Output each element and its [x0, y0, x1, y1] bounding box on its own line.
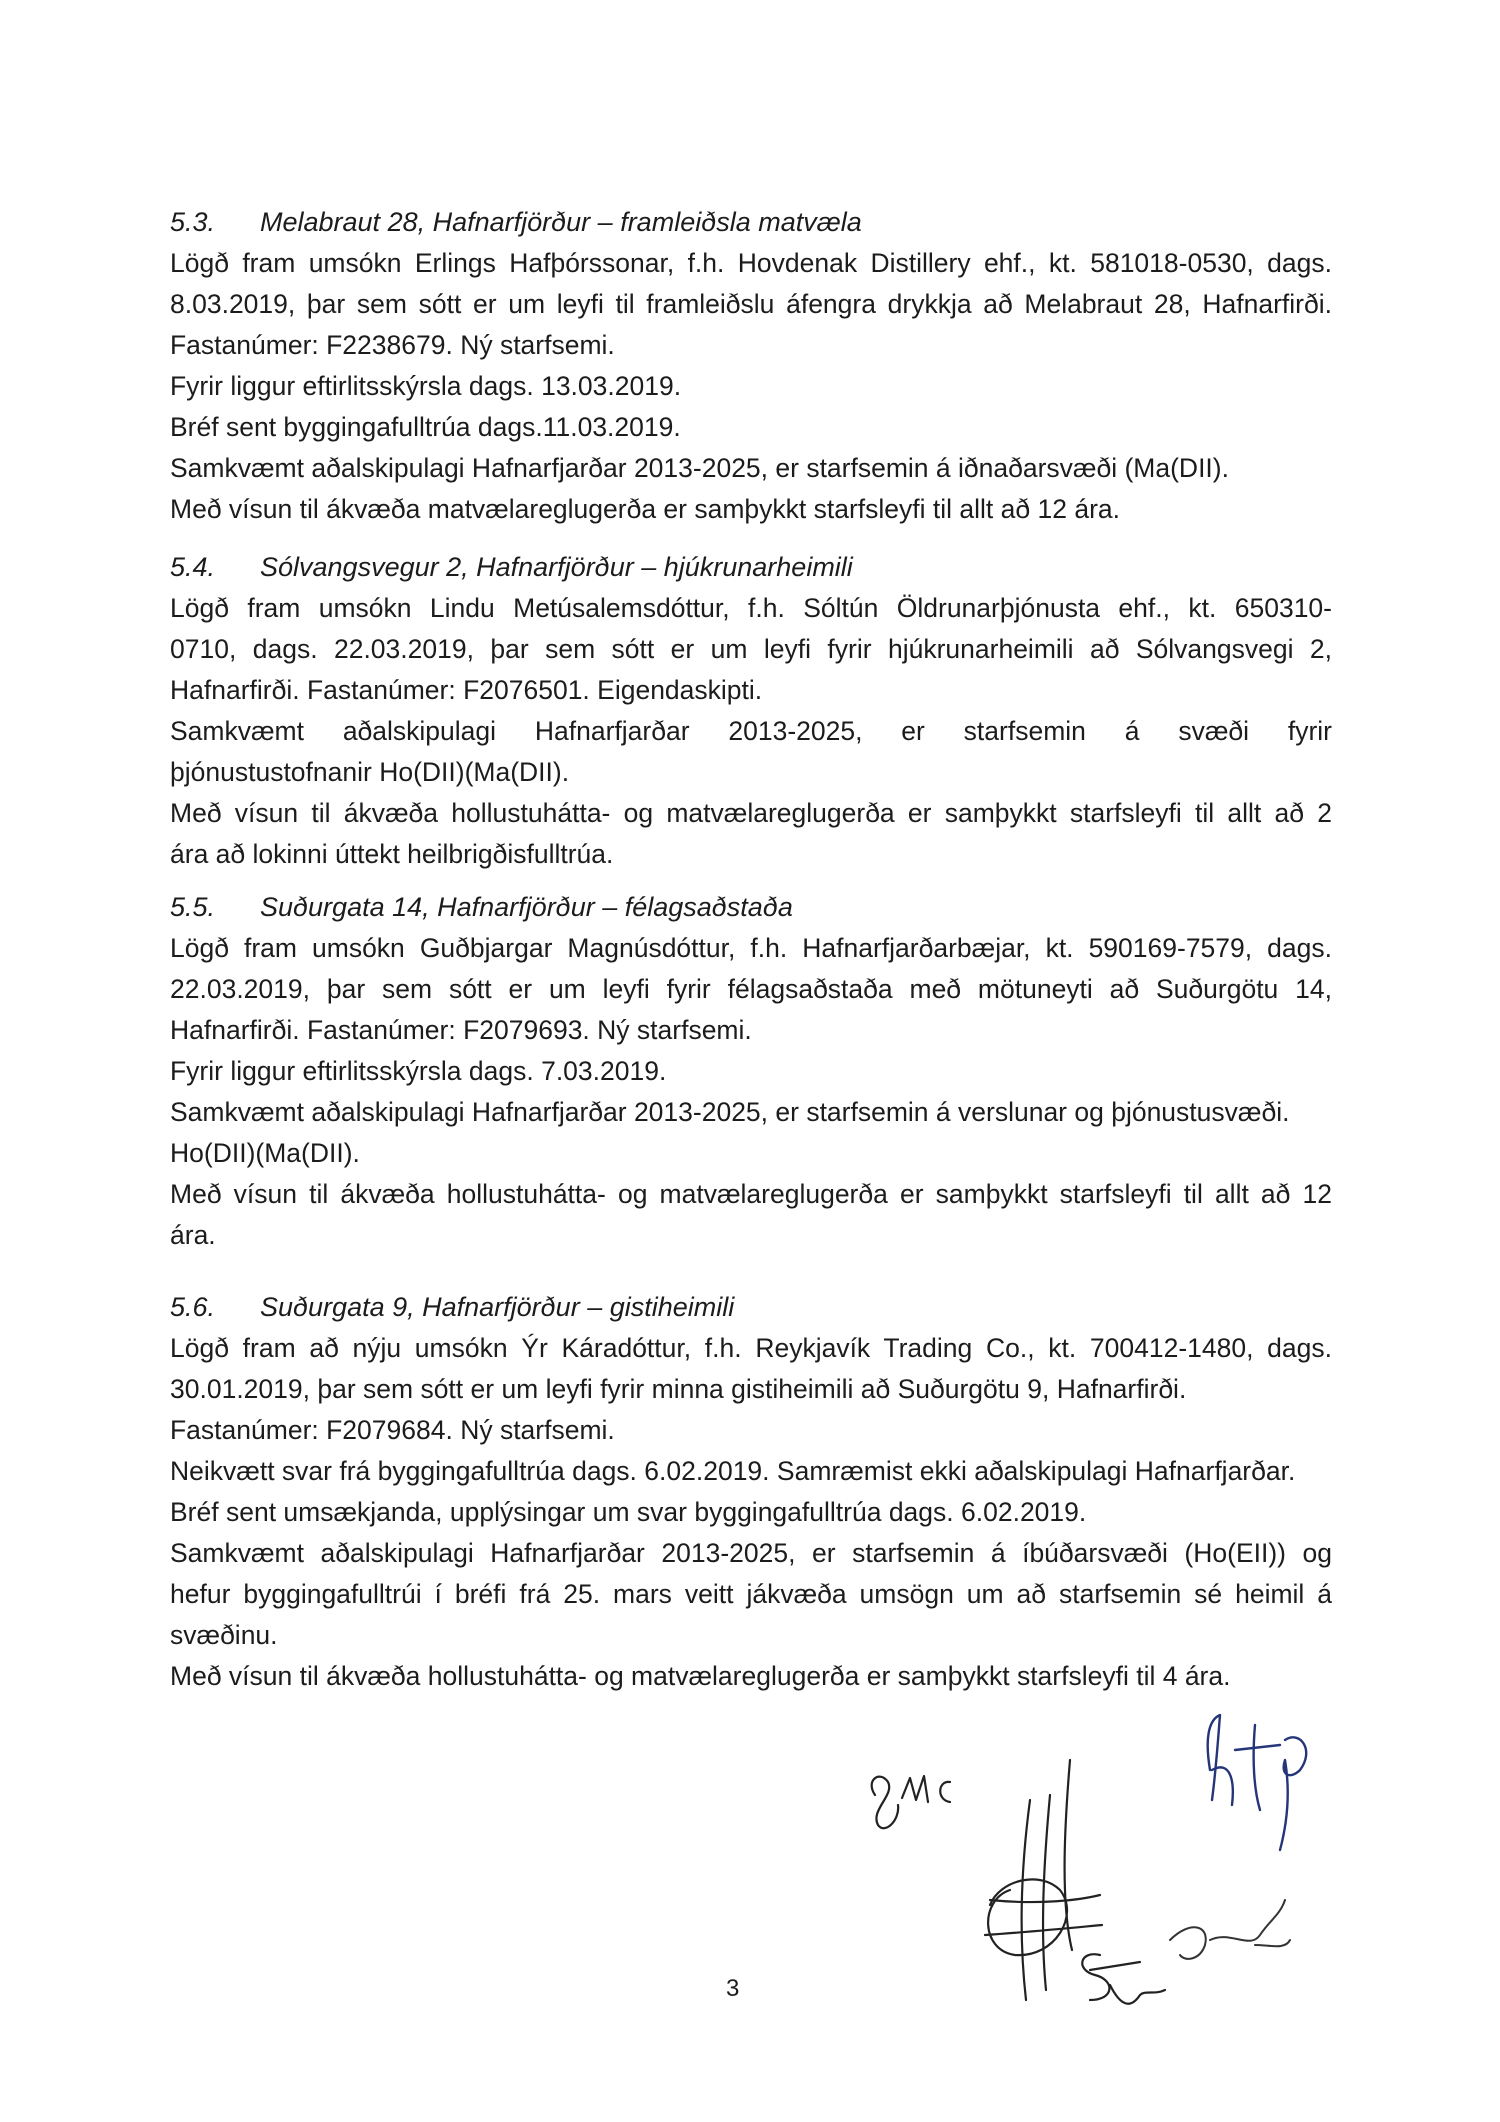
paragraph-line: Með vísun til ákvæða matvælareglugerða er samþykkt starfsleyfi til allt að 12 ára. [170, 494, 1120, 524]
paragraph-line: 30.01.2019, þar sem sótt er um leyfi fyrir minna gistiheimili að Suðurgötu 9, Hafnarfirði. [170, 1374, 1187, 1404]
signature-3 [1208, 1715, 1307, 1850]
section-heading [170, 890, 1332, 924]
paragraph-line: Lögð fram umsókn Erlings Hafþórssonar, f.h. Hovdenak Distillery ehf., kt. 581018-0530, dags. [170, 248, 1332, 278]
paragraph-line: 0710, dags. 22.03.2019, þar sem sótt er um leyfi fyrir hjúkrunarheimili að Sólvangsvegi 2, [170, 634, 1332, 664]
paragraph-line: Samkvæmt aðalskipulagi Hafnarfjarðar 2013-2025, er starfsemin á svæði fyrir [170, 716, 1332, 746]
paragraph-line: Bréf sent byggingafulltrúa dags.11.03.2019. [170, 412, 681, 442]
signature-2 [985, 1760, 1102, 2000]
paragraph-line: Samkvæmt aðalskipulagi Hafnarfjarðar 2013-2025, er starfsemin á iðnaðarsvæði (Ma(DII). [170, 453, 1229, 483]
paragraph-line: Neikvætt svar frá byggingafulltrúa dags. 6.02.2019. Samræmist ekki aðalskipulagi Hafnarfjarðar. [170, 1456, 1296, 1486]
paragraph-line: Lögð fram umsókn Guðbjargar Magnúsdóttur, f.h. Hafnarfjarðarbæjar, kt. 590169-7579, dags. [170, 933, 1332, 963]
paragraph-line: Ho(DII)(Ma(DII). [170, 1138, 360, 1168]
signatures-area [840, 1700, 1360, 2040]
paragraph-line: Hafnarfirði. Fastanúmer: F2079693. Ný starfsemi. [170, 1015, 752, 1045]
section-heading [170, 550, 1332, 584]
section-heading [170, 205, 1332, 239]
section-title: Suðurgata 9, Hafnarfjörður – gistiheimili [260, 1292, 735, 1322]
paragraph-line: Lögð fram að nýju umsókn Ýr Káradóttur, f.h. Reykjavík Trading Co., kt. 700412-1480, dags. [170, 1333, 1332, 1363]
section-number: 5.5. [170, 892, 216, 922]
paragraph-line: Með vísun til ákvæða hollustuhátta- og matvælareglugerða er samþykkt starfsleyfi til allt að 2 [170, 798, 1332, 828]
section-number: 5.3. [170, 207, 216, 237]
paragraph-line: ára að lokinni úttekt heilbrigðisfulltrúa. [170, 839, 614, 869]
section-title: Suðurgata 14, Hafnarfjörður – félagsaðstaða [260, 892, 793, 922]
section-5-4 [170, 550, 1332, 875]
paragraph-line: Samkvæmt aðalskipulagi Hafnarfjarðar 2013-2025, er starfsemin á verslunar og þjónustusvæði. [170, 1097, 1290, 1127]
signature-1 [872, 1776, 950, 1828]
section-number: 5.4. [170, 552, 216, 582]
paragraph-line: ára. [170, 1220, 216, 1250]
section-5-5 [170, 890, 1332, 1256]
paragraph-line: Fyrir liggur eftirlitsskýrsla dags. 13.03.2019. [170, 371, 682, 401]
paragraph-line: þjónustustofnanir Ho(DII)(Ma(DII). [170, 757, 570, 787]
section-title: Melabraut 28, Hafnarfjörður – framleiðsla matvæla [260, 207, 862, 237]
section-5-3 [170, 205, 1332, 530]
paragraph-line: Lögð fram umsókn Lindu Metúsalemsdóttur, f.h. Sóltún Öldrunarþjónusta ehf., kt. 650310- [170, 593, 1332, 623]
paragraph-line: Fastanúmer: F2079684. Ný starfsemi. [170, 1415, 615, 1445]
paragraph-line: svæðinu. [170, 1620, 278, 1650]
paragraph-line: Með vísun til ákvæða hollustuhátta- og matvælareglugerða er samþykkt starfsleyfi til 4 ára. [170, 1661, 1231, 1691]
paragraph-line: Bréf sent umsækjanda, upplýsingar um svar byggingafulltrúa dags. 6.02.2019. [170, 1497, 1087, 1527]
section-number: 5.6. [170, 1292, 216, 1322]
paragraph-line: 22.03.2019, þar sem sótt er um leyfi fyrir félagsaðstaða með mötuneyti að Suðurgötu 14, [170, 974, 1332, 1004]
page-number: 3 [726, 1975, 740, 2002]
paragraph-line: Samkvæmt aðalskipulagi Hafnarfjarðar 2013-2025, er starfsemin á íbúðarsvæði (Ho(EII)) og [170, 1538, 1332, 1568]
paragraph-line: Fyrir liggur eftirlitsskýrsla dags. 7.03.2019. [170, 1056, 667, 1086]
paragraph-line: hefur byggingafulltrúi í bréfi frá 25. mars veitt jákvæða umsögn um að starfsemin sé heimil á [170, 1579, 1332, 1609]
paragraph-line: Með vísun til ákvæða hollustuhátta- og matvælareglugerða er samþykkt starfsleyfi til allt að 12 [170, 1179, 1332, 1209]
section-title: Sólvangsvegur 2, Hafnarfjörður – hjúkrunarheimili [260, 552, 853, 582]
paragraph-line: Hafnarfirði. Fastanúmer: F2076501. Eigendaskipti. [170, 675, 763, 705]
signature-4 [1170, 1900, 1290, 1959]
paragraph-line: Fastanúmer: F2238679. Ný starfsemi. [170, 330, 615, 360]
signature-5 [1082, 1954, 1165, 2004]
section-5-6 [170, 1290, 1332, 1697]
paragraph-line: 8.03.2019, þar sem sótt er um leyfi til framleiðslu áfengra drykkja að Melabraut 28, Hafnarfirði. [170, 289, 1332, 319]
section-heading [170, 1290, 1332, 1324]
